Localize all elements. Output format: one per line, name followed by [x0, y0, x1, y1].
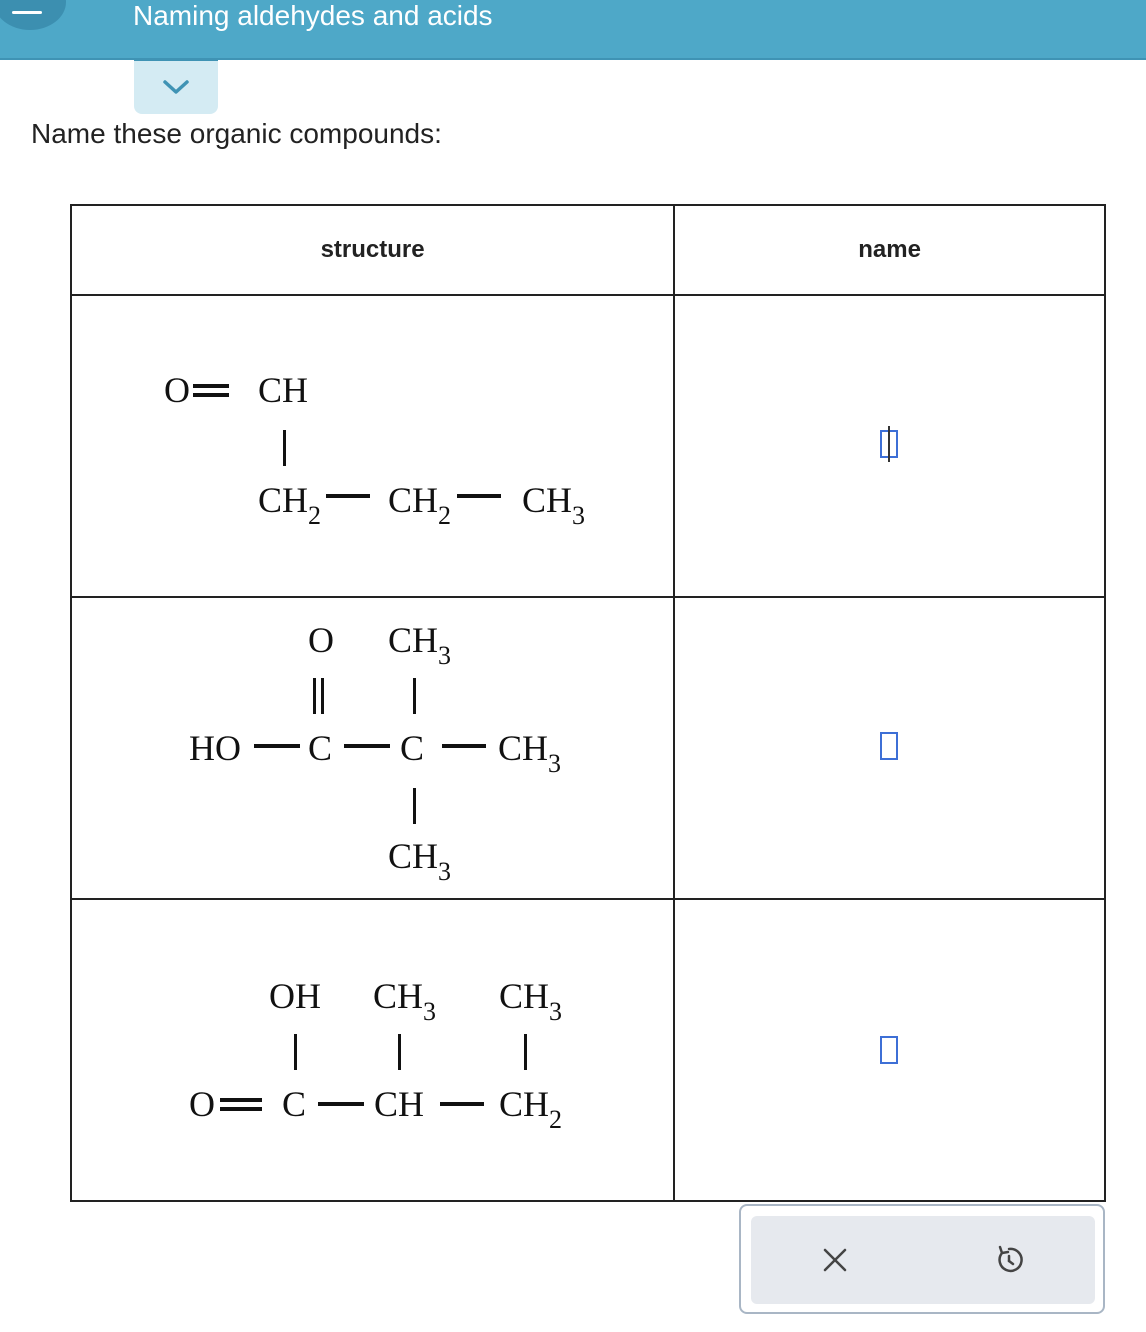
table-row	[71, 597, 1105, 899]
atom-label: O	[164, 370, 190, 410]
structure-cell	[71, 899, 674, 1201]
structure-diagram-2	[72, 598, 673, 898]
double-bond	[321, 678, 324, 714]
atom-label: HO	[189, 728, 241, 768]
single-bond	[442, 744, 486, 748]
atom-label: $CH_2$	[388, 480, 452, 530]
single-bond	[440, 1102, 484, 1106]
atom-label: O	[308, 620, 334, 660]
answer-tools-panel	[739, 1204, 1105, 1314]
structure-diagram-1	[72, 296, 673, 596]
undo-icon	[991, 1242, 1027, 1278]
double-bond	[193, 393, 229, 397]
atom-label: $CH_2$	[258, 480, 322, 530]
name-column-header: name	[674, 205, 1105, 295]
structure-cell	[71, 295, 674, 597]
atom-label: OH	[269, 976, 321, 1016]
name-input-3[interactable]	[880, 1036, 898, 1064]
atom-label: CH	[374, 1084, 425, 1124]
table-row	[71, 899, 1105, 1201]
structure-diagram-3	[72, 900, 673, 1200]
single-bond	[283, 430, 286, 466]
double-bond	[220, 1098, 262, 1102]
x-icon	[817, 1242, 853, 1278]
name-cell	[674, 295, 1105, 597]
single-bond	[413, 678, 416, 714]
header-bar	[0, 0, 1146, 60]
menu-icon	[12, 11, 42, 14]
atom-label: C	[400, 728, 425, 768]
structure-column-header: structure	[71, 205, 674, 295]
atom-label: $CH_3$	[498, 728, 562, 778]
chevron-down-icon	[162, 77, 190, 97]
atom-label: $CH_3$	[499, 976, 563, 1026]
clear-button[interactable]	[817, 1242, 853, 1278]
structure-cell	[71, 597, 674, 899]
atom-label: $CH_2$	[499, 1084, 563, 1134]
single-bond	[326, 494, 370, 498]
single-bond	[398, 1034, 401, 1070]
reset-button[interactable]	[991, 1242, 1027, 1278]
single-bond	[413, 788, 416, 824]
name-input-2[interactable]	[880, 732, 898, 760]
single-bond	[344, 744, 390, 748]
single-bond	[457, 494, 501, 498]
atom-label: CH	[258, 370, 309, 410]
double-bond	[193, 384, 229, 388]
question-prompt: Name these organic compounds:	[31, 118, 442, 149]
page-title: Naming aldehydes and acids	[133, 0, 493, 31]
atom-label: C	[282, 1084, 307, 1124]
atom-label: $CH_3$	[388, 620, 452, 670]
double-bond	[220, 1107, 262, 1111]
name-cell	[674, 597, 1105, 899]
atom-label: C	[308, 728, 333, 768]
answer-tools-toolbar	[751, 1216, 1095, 1304]
single-bond	[254, 744, 300, 748]
single-bond	[294, 1034, 297, 1070]
name-input-1[interactable]	[880, 430, 898, 458]
table-row	[71, 295, 1105, 597]
menu-button[interactable]	[0, 0, 66, 30]
double-bond	[313, 678, 316, 714]
atom-label: $CH_3$	[388, 836, 452, 886]
collapse-toggle-button[interactable]	[134, 58, 218, 114]
single-bond	[318, 1102, 364, 1106]
compounds-table	[70, 204, 1106, 1202]
single-bond	[524, 1034, 527, 1070]
atom-label: O	[189, 1084, 215, 1124]
name-cell	[674, 899, 1105, 1201]
atom-label: $CH_3$	[522, 480, 586, 530]
atom-label: $CH_3$	[373, 976, 437, 1026]
